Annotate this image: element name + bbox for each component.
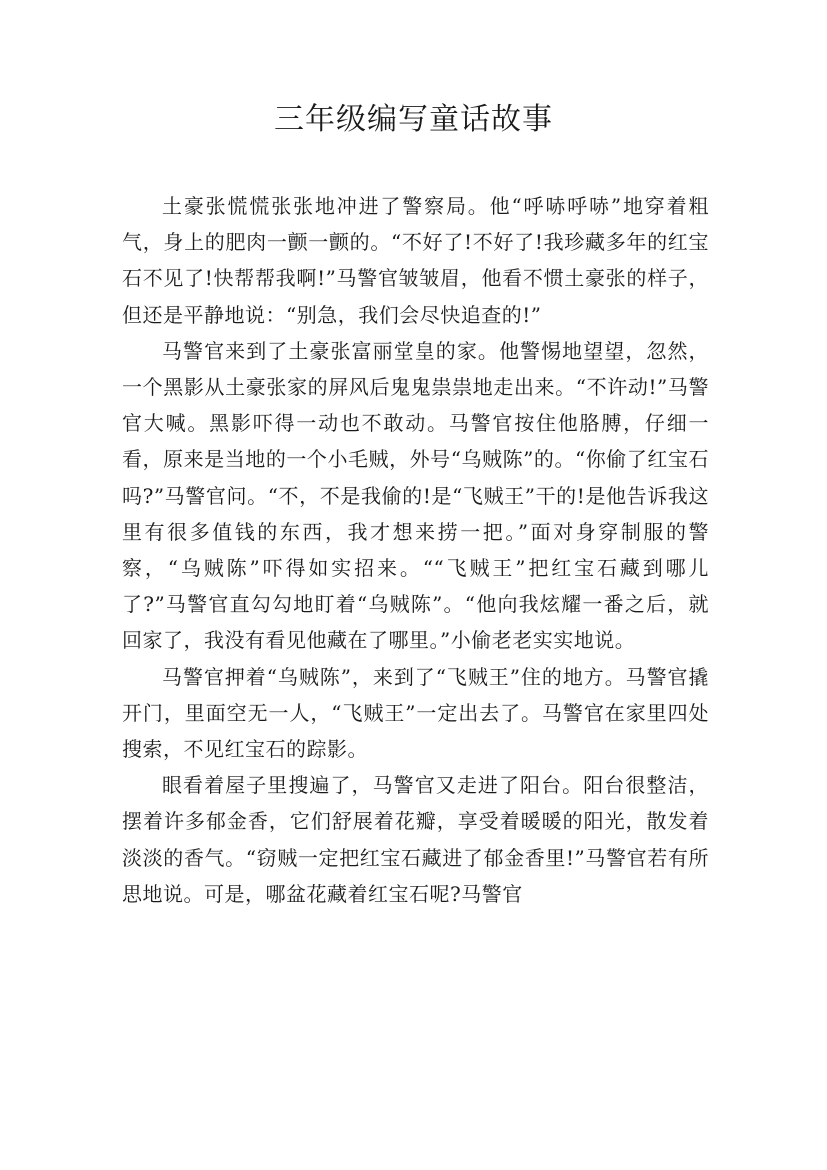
paragraph: 土豪张慌慌张张地冲进了警察局。他“呼哧呼哧”地穿着粗气，身上的肥肉一颤一颤的。“不好了!不好了!我珍藏多年的红宝石不见了!快帮帮我啊!”马警官皱皱眉，他看不惯土豪张的样子，但还是平静地说：“别急，我们会尽快追查的!” (122, 194, 709, 327)
paragraph: 眼看着屋子里搜遍了，马警官又走进了阳台。阳台很整洁，摆着许多郁金香，它们舒展着花瓣，享受着暖暖的阳光，散发着淡淡的香气。“窃贼一定把红宝石藏进了郁金香里!”马警官若有所思地说。可是，哪盆花藏着红宝石呢?马警官 (122, 773, 709, 906)
paragraph: 马警官押着“乌贼陈”，来到了“飞贼王”住的地方。马警官撬开门，里面空无一人，“飞贼王”一定出去了。马警官在家里四处搜索，不见红宝石的踪影。 (122, 664, 709, 762)
paragraph: 马警官来到了土豪张富丽堂皇的家。他警惕地望望，忽然，一个黑影从土豪张家的屏风后鬼鬼祟祟地走出来。“不许动!”马警官大喊。黑影吓得一动也不敢动。马警官按住他胳膊，仔细一看，原来是当地的一个小毛贼，外号“乌贼陈”的。“你偷了红宝石吗?”马警官问。“不，不是我偷的!是“飞贼王”干的!是他告诉我这里有很多值钱的东西，我才想来捞一把。”面对身穿制服的警察，“乌贼陈”吓得如实招来。““飞贼王”把红宝石藏到哪儿了?”马警官直勾勾地盯着“乌贼陈”。“他向我炫耀一番之后，就回家了，我没有看见他藏在了哪里。”小偷老老实实地说。 (122, 338, 709, 653)
document-title: 三年级编写童话故事 (274, 102, 553, 137)
document-body (122, 188, 709, 912)
